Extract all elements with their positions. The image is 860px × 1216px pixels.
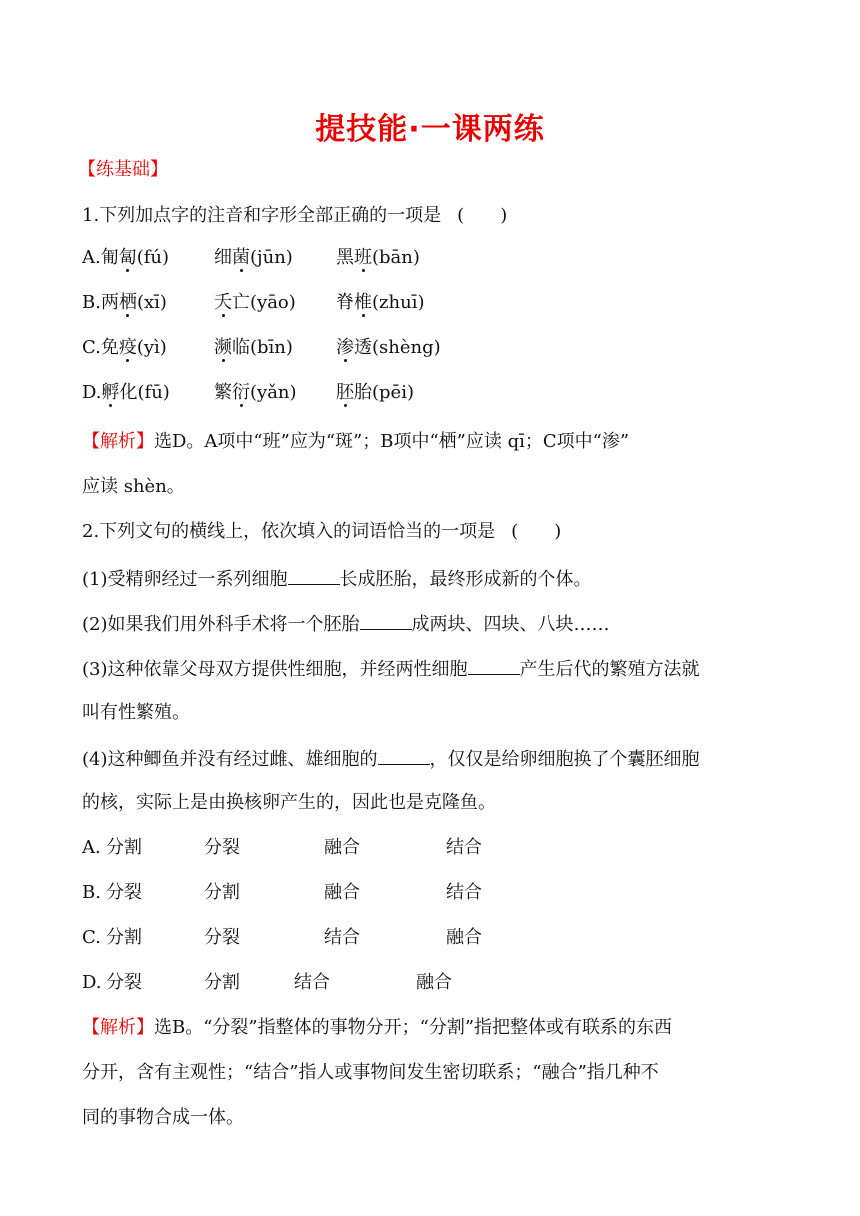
term-text: 繁 [214, 382, 232, 403]
q2-analysis-line2: 分开，含有主观性；“结合”指人或事物间发生密切联系；“融合”指几种不 [82, 1062, 659, 1083]
option-word: 结合 [446, 837, 482, 858]
option-word: 分裂 [204, 837, 240, 858]
pinyin-text: 胎(pēi) [354, 382, 414, 403]
q2-analysis-line3: 同的事物合成一体。 [82, 1107, 244, 1128]
q1-option-term [214, 246, 293, 270]
q2-s2-part-a: (2)如果我们用外科手术将一个胚胎 [82, 614, 360, 635]
option-word: 分裂 [106, 882, 142, 903]
option-word: 分割 [204, 972, 240, 993]
term-text: 黑 [336, 247, 354, 268]
q2-sentence-2 [82, 611, 610, 637]
q1-analysis-line2: 应读 shèn。 [82, 476, 185, 497]
dotted-character: 匐 [118, 247, 137, 268]
term-text: 匍 [100, 247, 119, 268]
q1-option-term [214, 381, 297, 405]
option-letter: D. [82, 972, 102, 993]
q2-sentence-3-cont: 叫有性繁殖。 [82, 702, 190, 723]
dotted-character: 夭 [214, 292, 232, 313]
option-letter: A. [82, 837, 101, 858]
dotted-character: 栖 [118, 292, 137, 313]
q2-sentence-3 [82, 656, 700, 682]
q2-paren: ( ) [511, 521, 562, 542]
fill-blank [468, 656, 520, 675]
q2-sentence-4 [82, 746, 700, 772]
page-title: 提技能·一课两练 [315, 112, 545, 147]
q1-option-term [214, 336, 293, 360]
q2-s3-part-a: (3)这种依靠父母双方提供性细胞，并经两性细胞 [82, 659, 468, 680]
pinyin-text: (yì) [136, 337, 167, 358]
q2-s4-part-a: (4)这种鲫鱼并没有经过雌、雄细胞的 [82, 749, 378, 770]
q1-option-term [82, 246, 169, 270]
option-letter: C. [82, 927, 101, 948]
pinyin-text: (yǎn) [250, 382, 297, 403]
pinyin-text: 临(bīn) [232, 337, 293, 358]
dotted-character: 胚 [336, 382, 354, 403]
q1-option-term [336, 381, 414, 405]
pinyin-text: (fú) [136, 247, 170, 268]
q2-stem [82, 520, 561, 544]
dotted-character: 濒 [214, 337, 232, 358]
q2-s1-part-b: 长成胚胎，最终形成新的个体。 [339, 569, 592, 590]
q2-s1-part-a: (1)受精卵经过一系列细胞 [82, 569, 288, 590]
option-word: 融合 [446, 927, 482, 948]
q2-s2-part-b: 成两块、四块、八块…… [411, 614, 610, 635]
pinyin-text: 化(fū) [119, 382, 170, 403]
option-word: 分割 [204, 882, 240, 903]
pinyin-text: (jūn) [250, 247, 293, 268]
q1-option-term [336, 291, 424, 315]
pinyin-text: (zhuī) [372, 292, 425, 313]
option-letter: A. [82, 247, 101, 268]
q1-analysis-text1: 选D。A项中“班”应为“斑”；B项中“栖”应读 qī；C项中“渗” [154, 431, 630, 452]
term-text: 两 [100, 292, 119, 313]
pinyin-text: 透(shèng) [354, 337, 441, 358]
pinyin-text: 亡(yāo) [232, 292, 296, 313]
q1-stem-text: 1.下列加点字的注音和字形全部正确的一项是 [82, 205, 442, 226]
section-label: 【练基础】 [78, 159, 168, 180]
pinyin-text: (bān) [372, 247, 420, 268]
q2-sentence-4-cont: 的核，实际上是由换核卵产生的，因此也是克隆鱼。 [82, 792, 496, 813]
option-letter: B. [82, 292, 101, 313]
fill-blank [378, 746, 430, 765]
term-text: 免 [100, 337, 119, 358]
q1-option-term [214, 291, 296, 315]
q2-analysis-text1: 选B。“分裂”指整体的事物分开；“分割”指把整体或有联系的东西 [154, 1017, 673, 1038]
option-word: 融合 [416, 972, 452, 993]
q2-stem-text: 2.下列文句的横线上，依次填入的词语恰当的一项是 [82, 521, 496, 542]
option-word: 结合 [294, 972, 330, 993]
q1-option-term [336, 336, 441, 360]
dotted-character: 菌 [232, 247, 250, 268]
option-word: 结合 [446, 882, 482, 903]
term-text: 细 [214, 247, 232, 268]
pinyin-text: (xī) [136, 292, 167, 313]
option-word: 分裂 [204, 927, 240, 948]
term-text: 脊 [336, 292, 354, 313]
dotted-character: 椎 [354, 292, 372, 313]
q1-analysis-label: 【解析】 [82, 431, 154, 452]
option-letter: C. [82, 337, 101, 358]
q1-option-term [82, 291, 167, 315]
option-word: 分割 [106, 837, 142, 858]
q2-analysis-label: 【解析】 [82, 1017, 154, 1038]
option-word: 融合 [324, 837, 360, 858]
dotted-character: 疫 [118, 337, 137, 358]
option-letter: B. [82, 882, 101, 903]
q1-stem [82, 204, 507, 228]
option-word: 融合 [324, 882, 360, 903]
dotted-character: 孵 [101, 382, 120, 403]
dotted-character: 衍 [232, 382, 250, 403]
q1-option-term [82, 381, 170, 405]
q2-s4-part-b: ，仅仅是给卵细胞换了个囊胚细胞 [429, 749, 700, 770]
q2-sentence-1 [82, 566, 592, 592]
q1-paren: ( ) [457, 205, 508, 226]
q2-s3-part-b: 产生后代的繁殖方法就 [519, 659, 700, 680]
q1-option-term [82, 336, 167, 360]
option-letter: D. [82, 382, 102, 403]
option-word: 分割 [106, 927, 142, 948]
dotted-character: 班 [354, 247, 372, 268]
q1-option-term [336, 246, 420, 270]
option-word: 结合 [324, 927, 360, 948]
dotted-character: 渗 [336, 337, 354, 358]
q1-analysis-line1 [82, 430, 629, 454]
option-word: 分裂 [106, 972, 142, 993]
fill-blank [288, 566, 340, 585]
fill-blank [360, 611, 412, 630]
q2-analysis-line1 [82, 1016, 672, 1040]
